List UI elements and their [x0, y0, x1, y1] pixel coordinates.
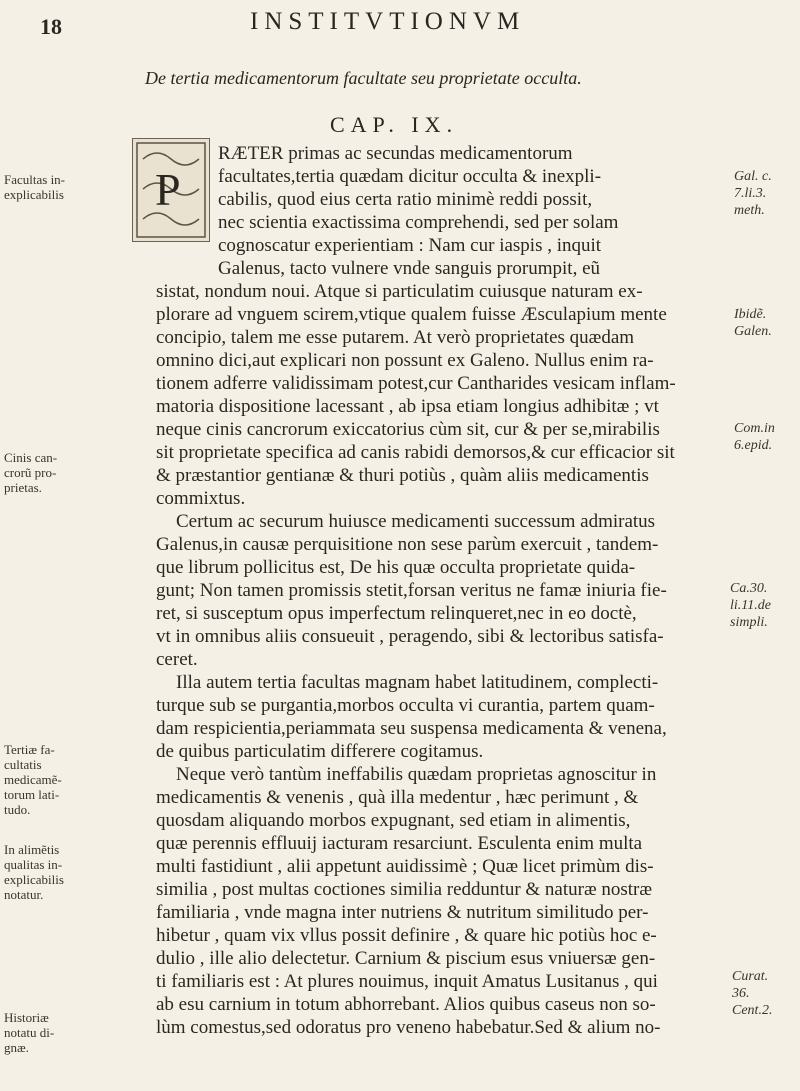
page-number: 18 — [40, 14, 62, 39]
side-note-left: Tertiæ fa- cultatis medicamẽ- torum lati- tudo. — [4, 742, 62, 817]
text-line: cognoscatur experientiam : Nam cur iaspis , inquit — [218, 235, 602, 256]
chapter-heading: CAP. IX. — [330, 112, 459, 137]
side-note-left: Facultas in- explicabilis — [4, 172, 66, 202]
svg-text:P: P — [155, 164, 181, 215]
text-line: tionem adferre validissimam potest,cur Cantharides vesicam inflam- — [156, 373, 676, 394]
text-line: familiaria , vnde magna inter nutriens & nutritum similitudo per- — [156, 902, 649, 923]
decorated-initial — [132, 138, 210, 242]
text-line: neque cinis cancrorum exiccatorius cùm sit, cur & per se,mirabilis — [156, 419, 660, 440]
side-note-right: Com.in 6.epid. — [734, 421, 775, 453]
text-line: plorare ad vnguem scirem,vtique qualem fuisse Æsculapium mente — [156, 304, 667, 325]
text-line: RÆTER primas ac secundas medicamentorum — [218, 143, 573, 164]
side-note-left: In alimẽtis qualitas in- explicabilis notatur. — [4, 842, 64, 902]
text-line: similia , post multas coctiones similia redduntur & naturæ nostræ — [156, 879, 653, 900]
text-line: dam respicientia,periammata seu suspensa medicamenta & venena, — [156, 718, 667, 739]
text-line: Galenus, tacto vulnere vnde sanguis prorumpit, eũ — [218, 258, 601, 279]
text-line: Illa autem tertia facultas magnam habet latitudinem, complecti- — [176, 672, 659, 693]
text-line: ab esu carnium in totum abhorrebant. Alios quibus caseus non so- — [156, 994, 656, 1015]
text-line: concipio, talem me esse putarem. At verò proprietates quædam — [156, 327, 635, 348]
text-line: turque sub se purgantia,morbos occulta vi curantia, partem quam- — [156, 695, 655, 716]
text-line: quæ perennis effluuij iacturam resarciunt. Esculenta enim multa — [156, 833, 643, 854]
chapter-subtitle: De tertia medicamentorum facultate seu proprietate occulta. — [145, 68, 582, 88]
text-line: matoria dispositione lacessant , ab ipsa etiam longius adhibitæ ; vt — [156, 396, 659, 417]
text-line: sit proprietate specifica ad canis rabidi demorsos,& cur efficacior sit — [156, 442, 675, 463]
running-head: INSTITVTIONVM — [250, 8, 526, 35]
side-note-right: Gal. c. 7.li.3. meth. — [734, 169, 772, 218]
side-note-right: Curat. 36. Cent.2. — [732, 969, 773, 1018]
text-line: & præstantior gentianæ & thuri potiùs , quàm aliis medicamentis — [156, 465, 649, 486]
text-line: lùm comestus,sed odoratus pro veneno habebatur.Sed & alium no- — [156, 1017, 661, 1038]
text-line: vt in omnibus aliis consueuit , peragendo, sibi & lectoribus satisfa- — [156, 626, 664, 647]
side-note-left: Cinis can- crorũ pro- prietas. — [4, 450, 58, 495]
text-line: hibetur , quam vix vllus possit definire , & quare hic potiùs hoc e- — [156, 925, 657, 946]
text-line: cabilis, quod eius certa ratio minimè reddi possit, — [218, 189, 593, 210]
text-line: multi fastidiunt , alii appetunt auidissimè ; Quæ licet primùm dis- — [156, 856, 654, 877]
text-line: Galenus,in causæ perquisitione non sese parùm exercuit , tandem- — [156, 534, 659, 555]
text-line: facultates,tertia quædam dicitur occulta & inexpli- — [218, 166, 602, 187]
text-line: ti familiaris est : At plures nouimus, inquit Amatus Lusitanus , qui — [156, 971, 658, 992]
text-line: nec scientia exactissima comprehendi, sed per solam — [218, 212, 619, 233]
text-line: medicamentis & venenis , quà illa medentur , hæc perimunt , & — [156, 787, 639, 808]
side-note-right: Ca.30. li.11.de simpli. — [730, 581, 771, 630]
text-line: omnino dici,aut explicari non possunt ex Galeno. Nullus enim ra- — [156, 350, 654, 371]
text-line: ret, si susceptum opus imperfectum relinqueret,nec in eo doctè, — [156, 603, 637, 624]
text-line: quosdam aliquando morbos expugnant, sed etiam in alimentis, — [156, 810, 631, 831]
text-line: que librum pollicitus est, De his quæ occulta proprietate quida- — [156, 557, 636, 578]
ornament-icon — [133, 139, 209, 241]
text-line: ceret. — [156, 649, 198, 670]
side-note-right: Ibidẽ. Galen. — [734, 307, 772, 339]
text-line: de quibus particulatim differere cogitamus. — [156, 741, 484, 762]
text-line: Certum ac securum huiusce medicamenti successum admiratus — [176, 511, 656, 532]
text-line: commixtus. — [156, 488, 246, 509]
text-line: gunt; Non tamen promissis stetit,forsan veritus ne famæ iniuria fie- — [156, 580, 667, 601]
text-line: dulio , ille alio delectetur. Carnium & piscium esus vniuersæ gen- — [156, 948, 656, 969]
side-note-left: Historiæ notatu di- gnæ. — [4, 1010, 55, 1055]
text-line: sistat, nondum noui. Atque si particulatim cuiusque naturam ex- — [156, 281, 643, 302]
text-line: Neque verò tantùm ineffabilis quædam proprietas agnoscitur in — [176, 764, 657, 785]
